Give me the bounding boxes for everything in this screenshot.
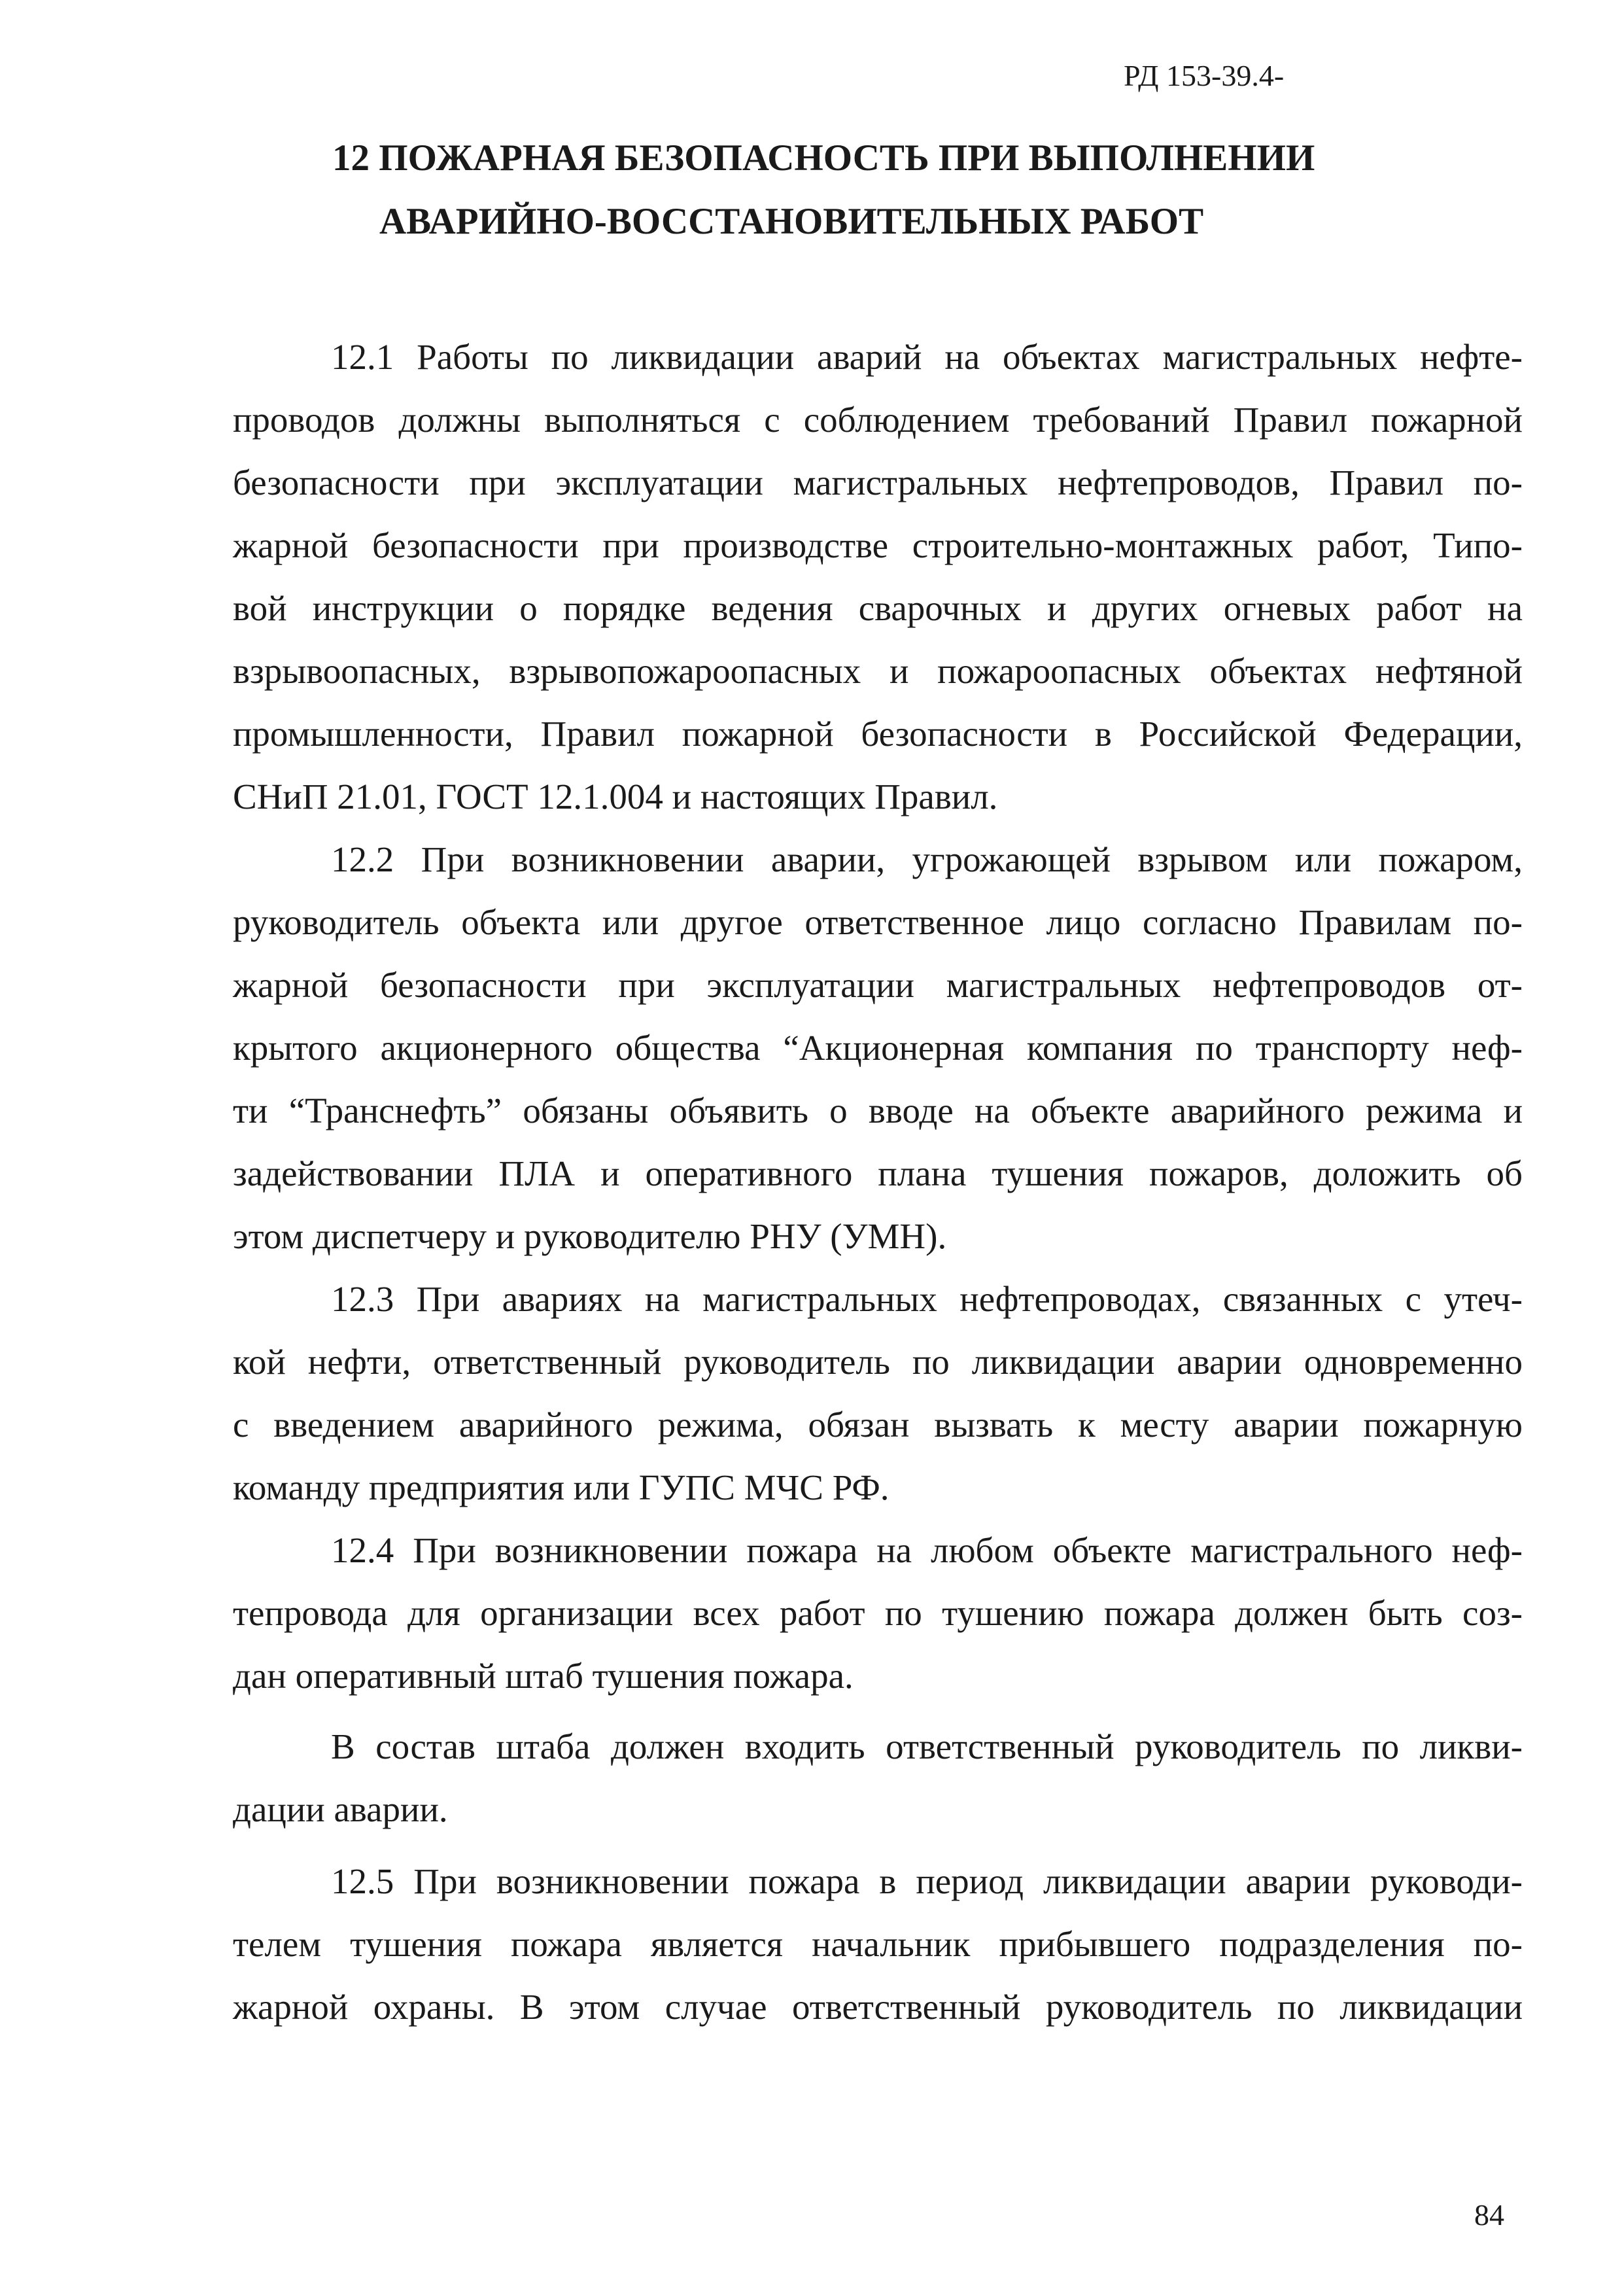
text-line: задействовании ПЛА и оперативного плана тушения пожаров, доложить об [233, 1153, 1523, 1193]
text-line: 12.2 При возникновении аварии, угрожающей взрывом или пожаром, [331, 839, 1523, 879]
text-line: кой нефти, ответственный руководитель по ликвидации аварии одновременно [233, 1342, 1523, 1382]
text-line: крытого акционерного общества “Акционерная компания по транспорту неф- [233, 1028, 1523, 1068]
text-line: 12.3 При авариях на магистральных нефтепроводах, связанных с утеч- [331, 1279, 1523, 1319]
text-line: с введением аварийного режима, обязан вызвать к месту аварии пожарную [233, 1405, 1523, 1445]
text-line: жарной охраны. В этом случае ответственный руководитель по ликвидации [233, 1987, 1523, 2027]
page-number: 84 [1474, 2198, 1504, 2232]
text-line: жарной безопасности при производстве строительно-монтажных работ, Типо- [233, 525, 1523, 565]
text-line: промышленности, Правил пожарной безопасности в Российской Федерации, [233, 714, 1523, 754]
text-line: ти “Транснефть” обязаны объявить о вводе на объекте аварийного режима и [233, 1091, 1523, 1130]
text-line: телем тушения пожара является начальник прибывшего подразделения по- [233, 1924, 1523, 1964]
section-title-line-2: АВАРИЙНО-ВОССТАНОВИТЕЛЬНЫХ РАБОТ [379, 201, 1204, 242]
document-code: РД 153-39.4- [1124, 59, 1285, 92]
text-line: безопасности при эксплуатации магистральных нефтепроводов, Правил по- [233, 463, 1523, 502]
text-line: тепровода для организации всех работ по тушению пожара должен быть соз- [233, 1593, 1523, 1633]
text-line: жарной безопасности при эксплуатации магистральных нефтепроводов от- [233, 965, 1523, 1005]
text-line: 12.4 При возникновении пожара на любом объекте магистрального неф- [331, 1530, 1523, 1570]
text-line: руководитель объекта или другое ответственное лицо согласно Правилам по- [233, 902, 1523, 942]
text-line: вой инструкции о порядке ведения сварочных и других огневых работ на [233, 588, 1523, 628]
text-line: взрывоопасных, взрывопожароопасных и пожароопасных объектах нефтяной [233, 651, 1523, 691]
text-line: проводов должны выполняться с соблюдением требований Правил пожарной [233, 400, 1523, 440]
section-title-line-1: 12 ПОЖАРНАЯ БЕЗОПАСНОСТЬ ПРИ ВЫПОЛНЕНИИ [332, 137, 1315, 179]
text-line: В состав штаба должен входить ответственный руководитель по ликви- [331, 1726, 1523, 1766]
text-line: дации аварии. [233, 1789, 448, 1829]
text-line: СНиП 21.01, ГОСТ 12.1.004 и настоящих Правил. [233, 777, 998, 816]
text-line: 12.1 Работы по ликвидации аварий на объектах магистральных нефте- [331, 337, 1523, 377]
text-line: 12.5 При возникновении пожара в период ликвидации аварии руководи- [331, 1861, 1523, 1901]
text-line: команду предприятия или ГУПС МЧС РФ. [233, 1467, 890, 1507]
text-line: этом диспетчеру и руководителю РНУ (УМН). [233, 1216, 947, 1256]
text-line: дан оперативный штаб тушения пожара. [233, 1656, 854, 1696]
